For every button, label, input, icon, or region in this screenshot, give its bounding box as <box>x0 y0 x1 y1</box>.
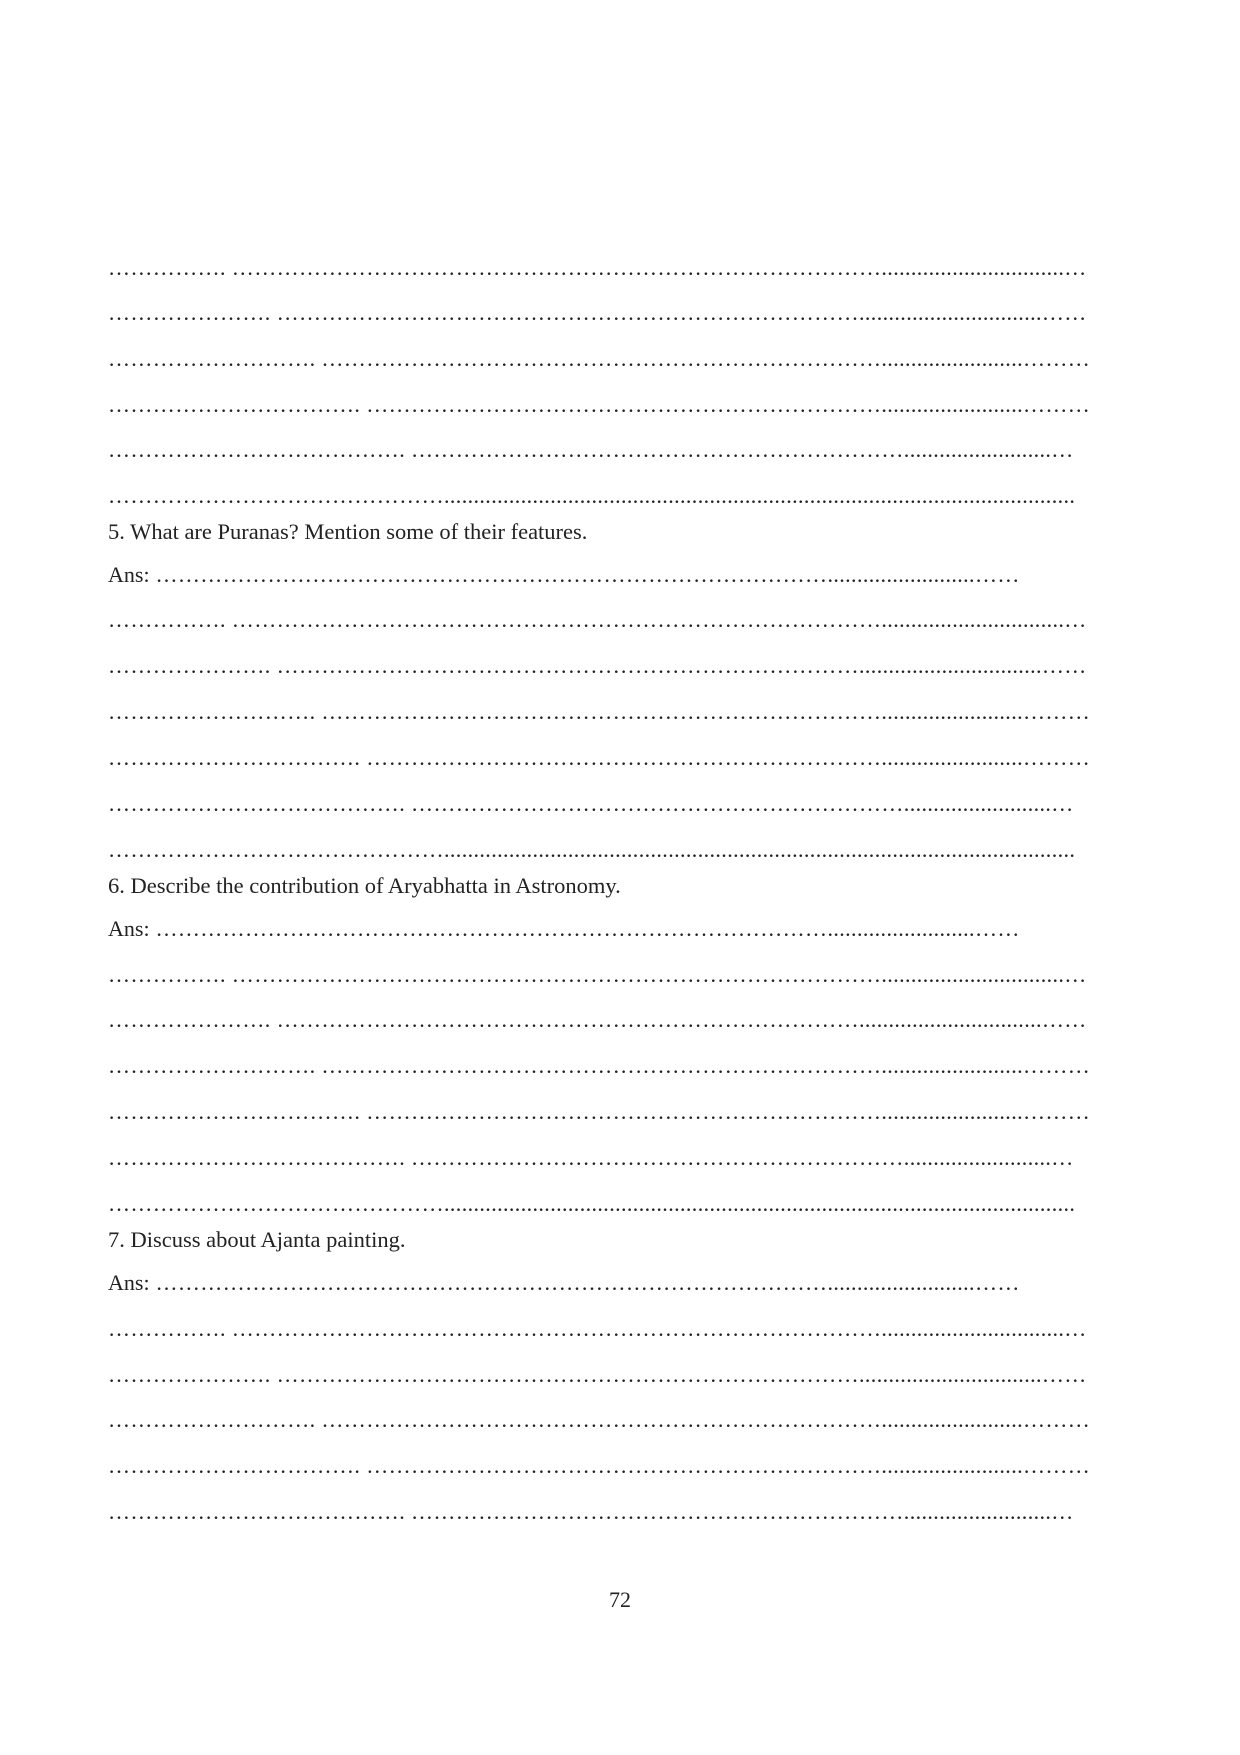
answer-line: …………………. ……………………………………………………………………...............................…… <box>108 1007 1087 1032</box>
answer-line-first <box>108 560 1098 590</box>
answer-line: ………………………………………........................................................................................................... <box>108 483 1076 508</box>
answer-line: ………………………. …………………………………………………………………........................……… <box>108 1053 1091 1078</box>
answer-line: …………………………………. ………………………………………………………….........................… <box>108 1145 1074 1170</box>
answer-line: ………………………. …………………………………………………………………........................……… <box>108 699 1091 724</box>
answer-dots: ……………………………………………………………………………….........................…… <box>149 916 1020 941</box>
answer-line: ……………………………. ……………………………………………………………........................……… <box>108 745 1091 770</box>
answer-line: …………………………………. ………………………………………………………….........................… <box>108 437 1074 462</box>
ans-label: Ans: <box>108 1270 150 1295</box>
answer-line: ………………………. …………………………………………………………………........................……… <box>108 1407 1091 1432</box>
question-7: 7. Discuss about Ajanta painting. <box>108 1227 406 1252</box>
answer-line: ………………………………………........................................................................................................... <box>108 1191 1076 1216</box>
answer-line: ……………………………. ……………………………………………………………........................……… <box>108 1453 1091 1478</box>
answer-line: ……………. ……………………………………………………………………………...............................… <box>108 1316 1087 1341</box>
answer-line: ……………………………. ……………………………………………………………........................……… <box>108 392 1091 417</box>
answer-line-first <box>108 914 1098 944</box>
answer-line: ……………. ……………………………………………………………………………...............................… <box>108 607 1087 632</box>
answer-line: …………………………………. ………………………………………………………….........................… <box>108 791 1074 816</box>
answer-line: …………………. ……………………………………………………………………...............................…… <box>108 300 1087 325</box>
page-number: 72 <box>609 1587 631 1612</box>
answer-line: …………………. ……………………………………………………………………...............................…… <box>108 1362 1087 1387</box>
answer-line: ……………. ……………………………………………………………………………...............................… <box>108 962 1087 987</box>
answer-line: ……………. ……………………………………………………………………………...............................… <box>108 255 1087 280</box>
answer-line-first <box>108 1268 1098 1298</box>
answer-line: …………………………………. ………………………………………………………….........................… <box>108 1499 1074 1524</box>
answer-dots: ……………………………………………………………………………….........................…… <box>149 562 1020 587</box>
answer-line: …………………. ……………………………………………………………………...............................…… <box>108 653 1087 678</box>
answer-line: ………………………. …………………………………………………………………........................……… <box>108 346 1091 371</box>
answer-line: ……………………………. ……………………………………………………………........................……… <box>108 1099 1091 1124</box>
ans-label: Ans: <box>108 562 150 587</box>
answer-dots: ……………………………………………………………………………….........................…… <box>149 1270 1020 1295</box>
answer-line: ………………………………………........................................................................................................... <box>108 837 1076 862</box>
ans-label: Ans: <box>108 916 150 941</box>
question-5: 5. What are Puranas? Mention some of their features. <box>108 519 588 544</box>
question-6: 6. Describe the contribution of Aryabhatta in Astronomy. <box>108 873 621 898</box>
